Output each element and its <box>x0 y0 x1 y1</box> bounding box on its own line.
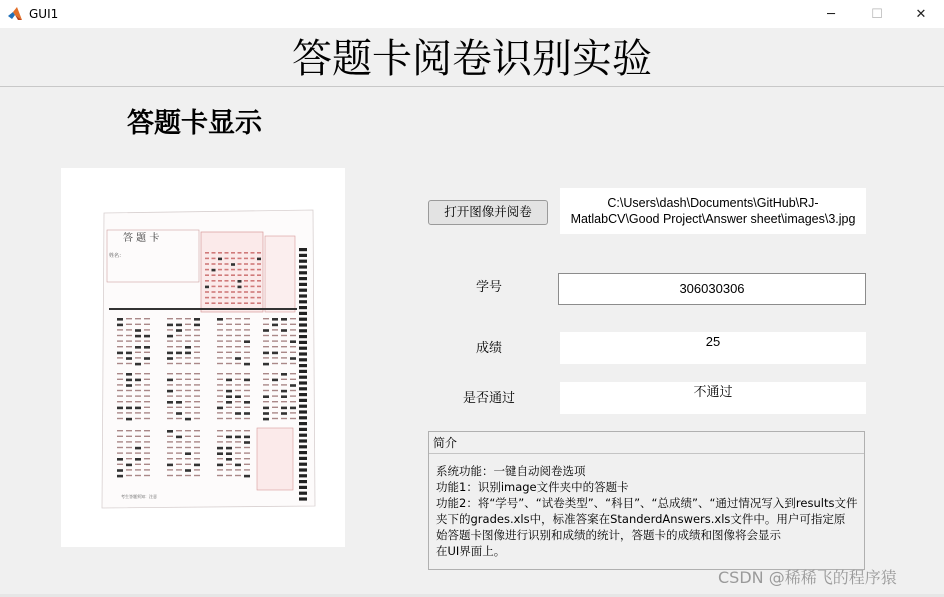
close-button[interactable]: ✕ <box>915 6 927 22</box>
intro-divider <box>429 453 864 454</box>
intro-line: 在UI界面上。 <box>436 544 506 558</box>
file-path-line-1: C:\Users\dash\Documents\GitHub\RJ- <box>607 196 819 210</box>
minimize-button[interactable]: ─ <box>827 6 835 22</box>
main-title: 答题卡阅卷识别实验 <box>0 30 944 87</box>
csdn-watermark: CSDN @稀稀飞的程序猿 <box>718 568 897 587</box>
student-id-field[interactable]: 306030306 <box>558 273 866 305</box>
intro-line: 功能1：识别image文件夹中的答题卡 <box>436 480 629 494</box>
intro-line: 系统功能：一键自动阅卷选项 <box>436 464 586 478</box>
sheet-footer-note: 考生答题须知：注意 <box>121 494 157 499</box>
score-value: 25 <box>560 332 866 364</box>
intro-text <box>436 463 860 559</box>
answer-sheet-image <box>61 168 345 547</box>
file-path-display <box>560 188 866 234</box>
matlab-icon <box>7 6 23 22</box>
maximize-button[interactable]: ☐ <box>871 6 883 22</box>
open-image-grade-button[interactable]: 打开图像并阅卷 <box>428 200 548 225</box>
student-id-label: 学号 <box>476 280 503 295</box>
intro-panel-title: 简介 <box>433 436 458 450</box>
sheet-header-title: 答 题 卡 <box>123 233 160 244</box>
intro-line: 功能2：将“学号”、“试卷类型”、“科目”、“总成绩”、“通过情况写入到results文件 <box>436 496 858 510</box>
sheet-name-label: 姓名： <box>109 253 125 259</box>
intro-line: 始答题卡图像进行识别和成绩的统计，答题卡的成绩和图像将会显示 <box>436 528 781 542</box>
pass-status-label: 是否通过 <box>463 391 516 406</box>
file-path-line-2: MatlabCV\Good Project\Answer sheet\images\3.jpg <box>570 212 856 226</box>
intro-panel <box>428 431 865 570</box>
pass-status-value: 不通过 <box>560 382 866 414</box>
intro-line: 夹下的grades.xls中，标准答案在StanderdAnswers.xls文件中。用户可指定原 <box>436 512 846 526</box>
window-titlebar <box>0 0 944 28</box>
answer-sheet-panel-title: 答题卡显示 <box>127 108 262 139</box>
window-title: GUI1 <box>29 7 59 21</box>
score-label: 成绩 <box>476 341 503 356</box>
